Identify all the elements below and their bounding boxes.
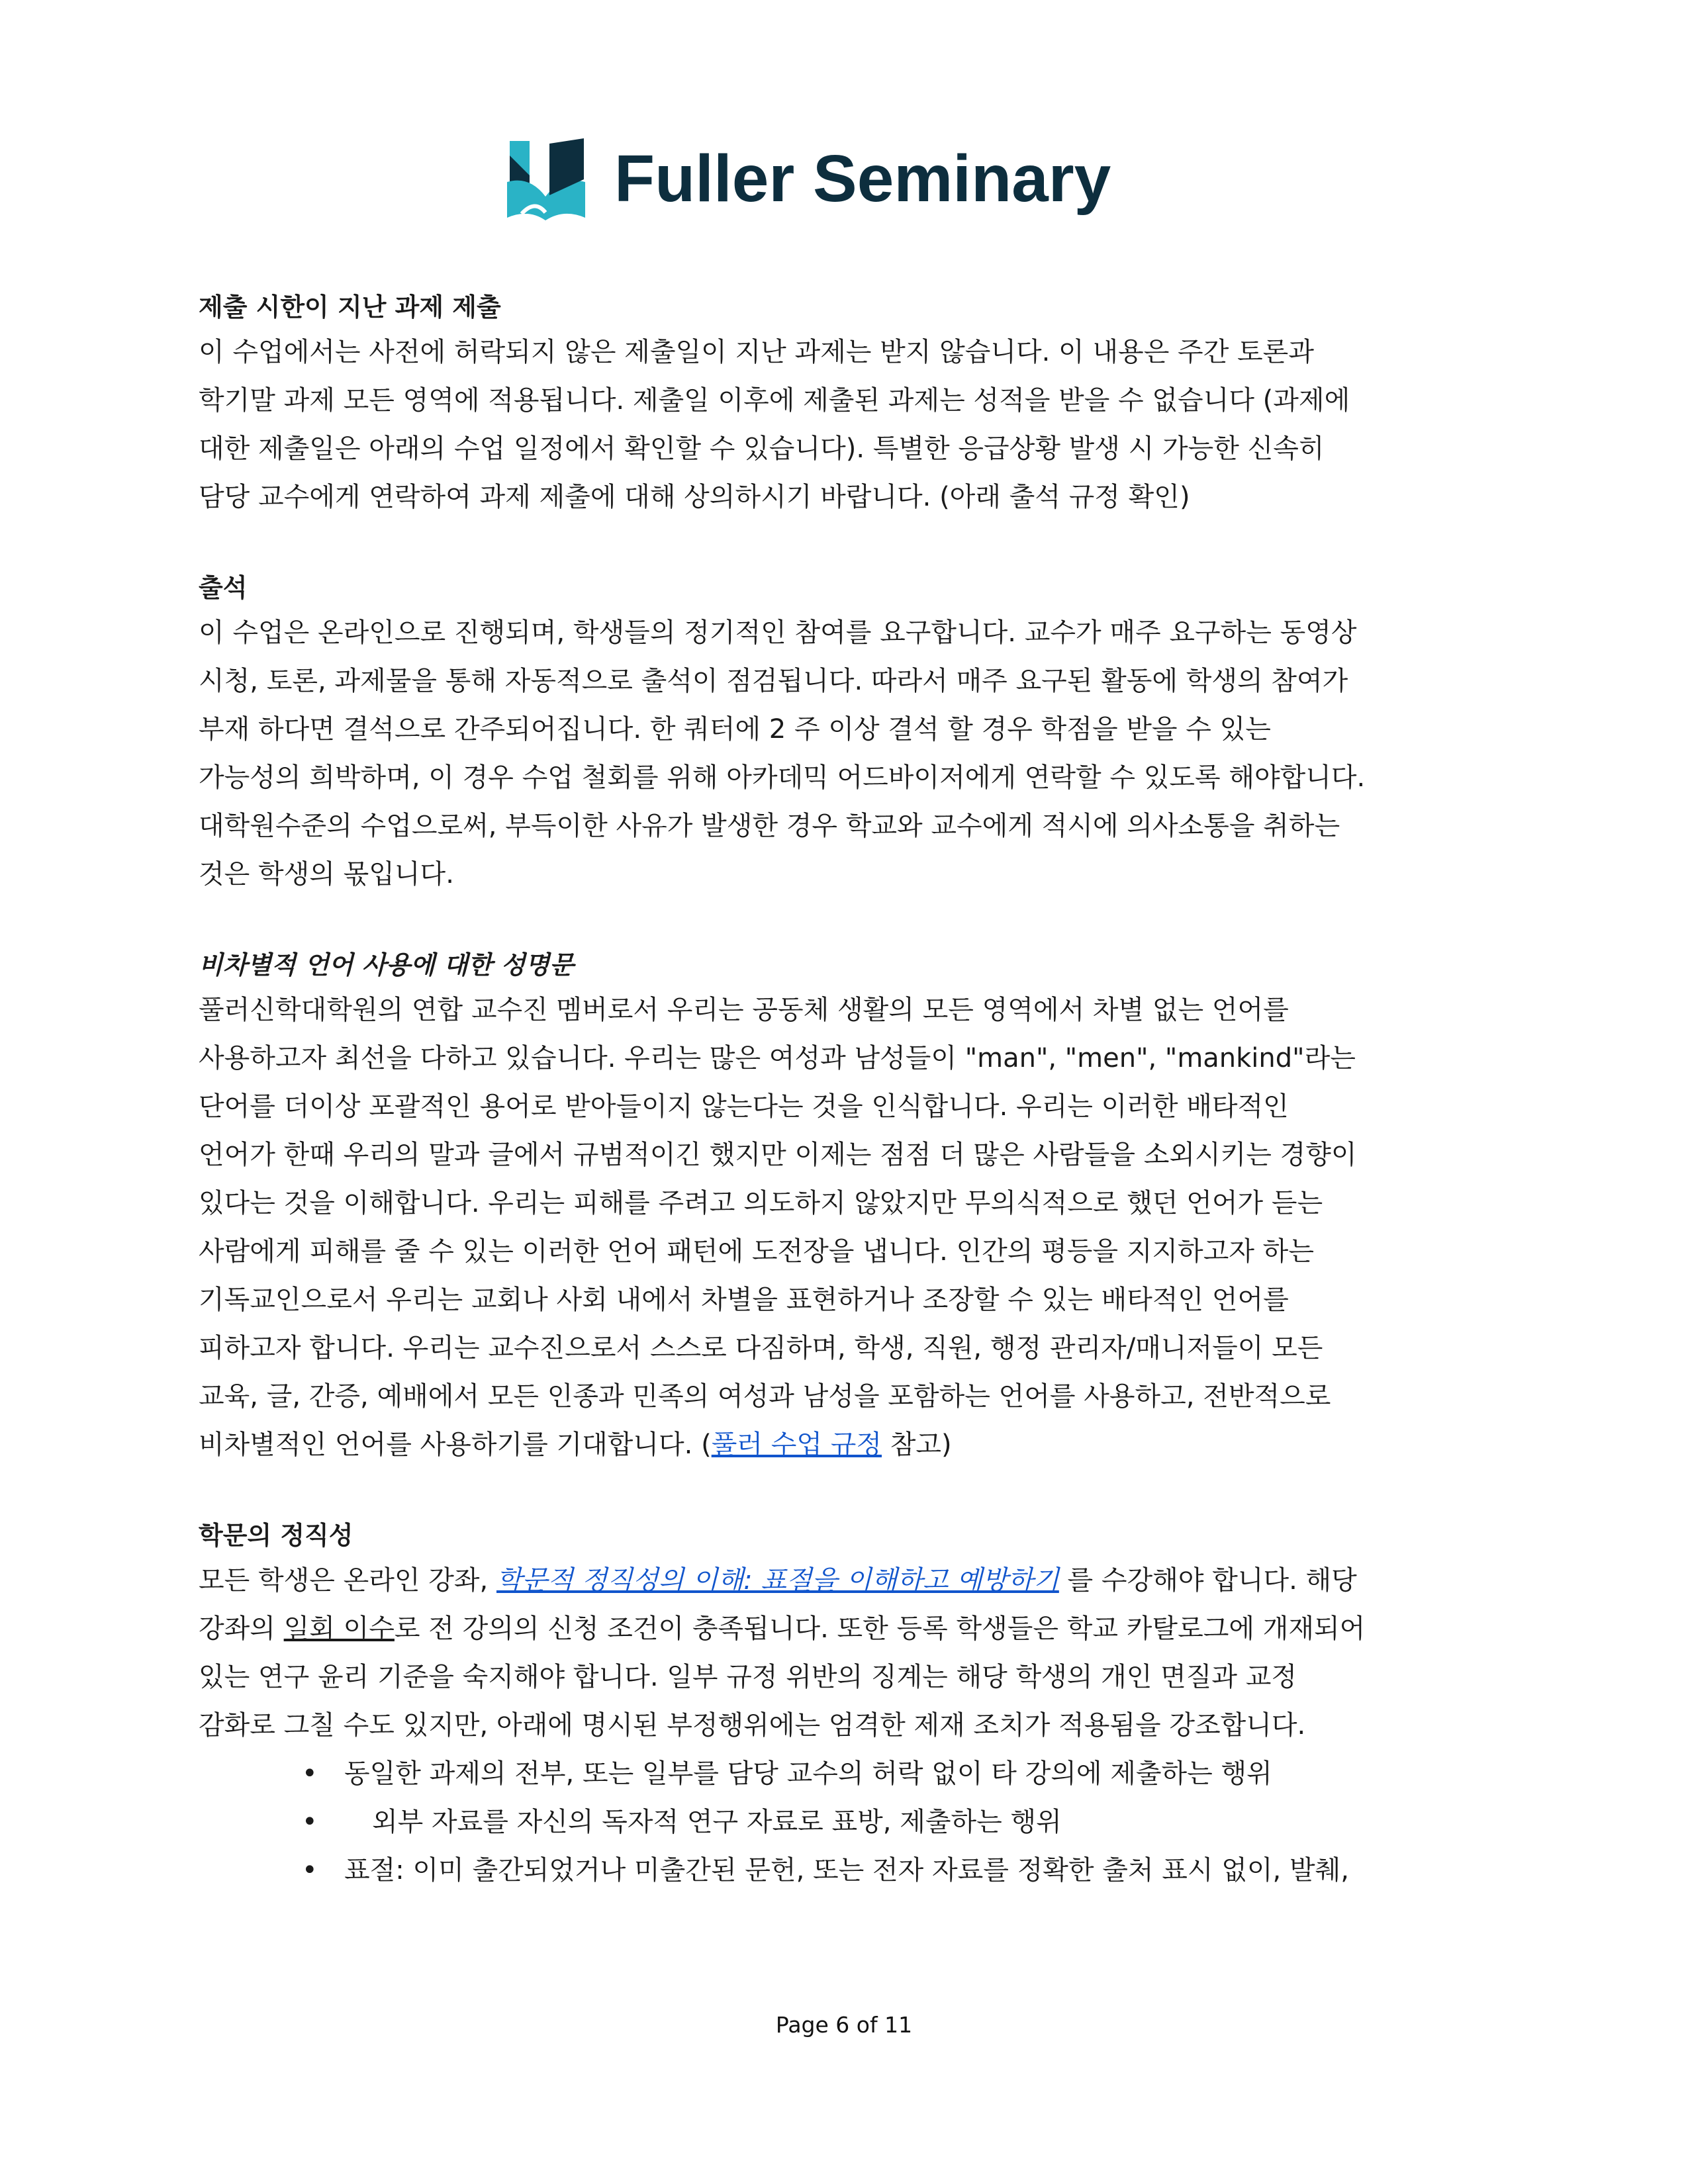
text-line: 단어를 더이상 포괄적인 용어로 받아들이지 않는다는 것을 인식합니다. 우리는 이러한 배타적인 [199,1091,1289,1122]
section-paragraph [199,609,1489,899]
violation-list [199,1750,1489,1895]
logo-text: Fuller Seminary [614,141,1111,216]
text-line: 것은 학생의 몫입니다. [199,859,454,889]
section-paragraph [199,328,1489,522]
text-line [199,1421,1489,1469]
text-line: 가능성의 희박하며, 이 경우 수업 철회를 위해 아카데믹 어드바이저에게 연락할 수 있도록 해야합니다. [199,762,1366,793]
page-number: Page 6 of 11 [775,2012,913,2038]
underlined-text: 일회 이수 [283,1614,395,1644]
list-item [199,1798,1489,1846]
text-line: 있는 연구 윤리 기준을 숙지해야 합니다. 일부 규정 위반의 징계는 해당 학생의 개인 면질과 교정 [199,1662,1297,1692]
text-fragment: 를 수강해야 합니다. 해당 [1058,1565,1357,1596]
section-title: 제출 시한이 지난 과제 제출 [199,293,501,322]
text-line: 대한 제출일은 아래의 수업 일정에서 확인할 수 있습니다). 특별한 응급상황 발생 시 가능한 신속히 [199,433,1325,464]
fuller-class-policy-link[interactable]: 풀러 수업 규정 [711,1430,882,1460]
text-fragment: 모든 학생은 온라인 강좌, [199,1565,496,1596]
text-fragment: 강좌의 [199,1614,284,1644]
fuller-book-logo-icon [503,136,589,222]
text-line [199,1557,1489,1605]
text-line: 사람에게 피해를 줄 수 있는 이러한 언어 패턴에 도전장을 냅니다. 인간의 평등을 지지하고자 하는 [199,1236,1314,1267]
text-line: 풀러신학대학원의 연합 교수진 멤버로서 우리는 공동체 생활의 모든 영역에서 차별 없는 언어를 [199,995,1289,1025]
text-line: 이 수업은 온라인으로 진행되며, 학생들의 정기적인 참여를 요구합니다. 교수가 매주 요구하는 동영상 [199,617,1357,648]
plagiarism-course-link[interactable]: 학문적 정직성의 이해: 표절을 이해하고 예방하기 [496,1565,1059,1596]
text-line: 담당 교수에게 연락하여 과제 제출에 대해 상의하시기 바랍니다. (아래 출석 규정 확인) [199,482,1190,512]
section-title: 비차별적 언어 사용에 대한 성명문 [199,950,574,979]
section-title: 출석 [199,573,248,602]
text-line: 시청, 토론, 과제물을 통해 자동적으로 출석이 점검됩니다. 따라서 매주 요구된 활동에 학생의 참여가 [199,666,1348,696]
text-line: 이 수업에서는 사전에 허락되지 않은 제출일이 지난 과제는 받지 않습니다. 이 내용은 주간 토론과 [199,337,1314,367]
text-fragment: 로 전 강의의 신청 조건이 충족됩니다. 또한 등록 학생들은 학교 카탈로그에 개재되어 [394,1614,1366,1644]
bullet-icon: • [302,1807,318,1837]
fuller-logo [503,136,1111,222]
text-fragment: 비차별적인 언어를 사용하기를 기대합니다. ( [199,1430,712,1460]
text-line: 피하고자 합니다. 우리는 교수진으로서 스스로 다짐하며, 학생, 직원, 행정 관리자/매니저들이 모든 [199,1333,1323,1363]
bullet-icon: • [302,1758,318,1789]
text-line: 있다는 것을 이해합니다. 우리는 피해를 주려고 의도하지 않았지만 무의식적으로 했던 언어가 듣는 [199,1188,1323,1218]
text-line: 대학원수준의 수업으로써, 부득이한 사유가 발생한 경우 학교와 교수에게 적시에 의사소통을 취하는 [199,811,1340,841]
list-item [199,1750,1489,1798]
bullet-icon: • [302,1855,318,1886]
list-item [199,1846,1489,1895]
document-body [199,286,1489,1895]
text-line: 사용하고자 최선을 다하고 있습니다. 우리는 많은 여성과 남성들이 "man", "men", "mankind"라는 [199,1043,1356,1073]
section-paragraph [199,986,1489,1469]
text-line: 교육, 글, 간증, 예배에서 모든 인종과 민족의 여성과 남성을 포함하는 언어를 사용하고, 전반적으로 [199,1381,1331,1412]
text-line [199,1605,1489,1653]
section-academic-integrity [199,1514,1489,1895]
text-line: 부재 하다면 결석으로 간주되어집니다. 한 쿼터에 2 주 이상 결석 할 경우 학점을 받을 수 있는 [199,714,1271,745]
text-fragment: 참고) [881,1430,952,1460]
list-item-text: 표절: 이미 출간되었거나 미출간된 문헌, 또는 전자 자료를 정확한 출처 표시 없이, 발췌, [344,1855,1349,1886]
section-title: 학문의 정직성 [199,1521,353,1550]
list-item-text: 동일한 과제의 전부, 또는 일부를 담당 교수의 허락 없이 타 강의에 제출하는 행위 [344,1758,1272,1789]
section-attendance [199,567,1489,899]
text-line: 언어가 한때 우리의 말과 글에서 규범적이긴 했지만 이제는 점점 더 많은 사람들을 소외시키는 경향이 [199,1140,1357,1170]
text-line: 기독교인으로서 우리는 교회나 사회 내에서 차별을 표현하거나 조장할 수 있는 배타적인 언어를 [199,1285,1289,1315]
list-item-text: 외부 자료를 자신의 독자적 연구 자료로 표방, 제출하는 행위 [372,1807,1062,1837]
text-line: 감화로 그칠 수도 있지만, 아래에 명시된 부정행위에는 엄격한 제재 조치가 적용됨을 강조합니다. [199,1710,1306,1741]
section-inclusive-language [199,944,1489,1469]
text-line: 학기말 과제 모든 영역에 적용됩니다. 제출일 이후에 제출된 과제는 성적을 받을 수 없습니다 (과제에 [199,385,1350,416]
section-late-submission [199,286,1489,522]
section-paragraph [199,1557,1489,1750]
